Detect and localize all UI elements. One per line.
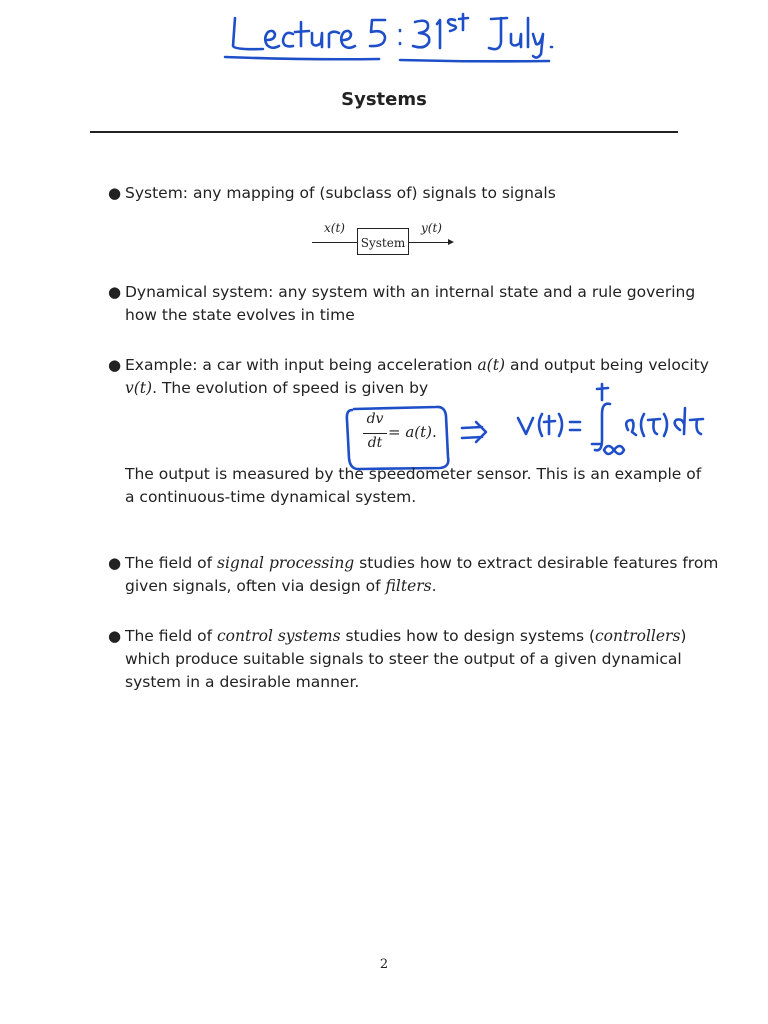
math-a-t: a(t) — [477, 356, 506, 374]
text-line: a continuous-time dynamical system. — [125, 488, 417, 506]
math-v-t: v(t) — [125, 379, 153, 397]
bullet-marker: ● — [108, 627, 122, 645]
output-arrow-head — [448, 239, 454, 245]
output-arrow — [409, 242, 449, 243]
text-line: how the state evolves in time — [125, 306, 355, 324]
term-filters: filters — [385, 577, 432, 595]
term-control-systems: control systems — [217, 627, 341, 645]
text-span: studies how to design systems ( — [340, 627, 595, 645]
bullet-example-car-continued — [125, 463, 702, 509]
text-span: given signals, often via design of — [125, 577, 386, 595]
title-rule — [90, 131, 678, 133]
page-title: Systems — [341, 89, 427, 110]
system-box-label: System — [360, 236, 406, 250]
text-span: . — [431, 577, 437, 595]
system-diagram — [312, 218, 462, 258]
bullet-marker: ● — [108, 283, 122, 301]
bullet-dynamical-system — [125, 281, 696, 327]
page-number: 2 — [379, 957, 389, 972]
text-line — [125, 354, 709, 377]
text-span: studies how to extract desirable features from — [354, 554, 719, 572]
text-line: system in a desirable manner. — [125, 673, 360, 691]
text-span: The field of — [125, 554, 217, 572]
bullet-marker: ● — [108, 554, 122, 572]
text-span: The field of — [125, 627, 217, 645]
text-span: . The evolution of speed is given by — [152, 379, 429, 397]
text-span: ) — [680, 627, 687, 645]
eq-rhs: = a(t). — [388, 423, 437, 441]
bullet-system-definition: System: any mapping of (subclass of) signals to signals — [125, 184, 556, 202]
text-line — [125, 625, 687, 648]
text-span: and output being velocity — [505, 356, 709, 374]
eq-numerator: dv — [366, 411, 384, 427]
text-line — [125, 575, 678, 598]
handwritten-header — [215, 10, 560, 65]
bullet-marker: ● — [108, 356, 122, 374]
term-signal-processing: signal processing — [217, 554, 355, 572]
text-line: The output is measured by the speedometer sensor. This is an example of — [125, 465, 702, 483]
term-controllers: controllers — [595, 627, 681, 645]
bullet-signal-processing — [125, 552, 719, 598]
eq-denominator: dt — [367, 435, 383, 451]
bullet-control-systems — [125, 625, 687, 694]
system-box — [357, 228, 409, 255]
output-signal-label: y(t) — [421, 221, 442, 235]
text-line — [125, 552, 719, 575]
bullet-marker: ● — [108, 184, 122, 202]
text-span: Example: a car with input being acceleration — [125, 356, 478, 374]
input-signal-label: x(t) — [324, 221, 345, 235]
input-arrow — [312, 242, 357, 243]
text-line: which produce suitable signals to steer the output of a given dynamical — [125, 650, 682, 668]
text-line: Dynamical system: any system with an internal state and a rule govering — [125, 283, 696, 301]
